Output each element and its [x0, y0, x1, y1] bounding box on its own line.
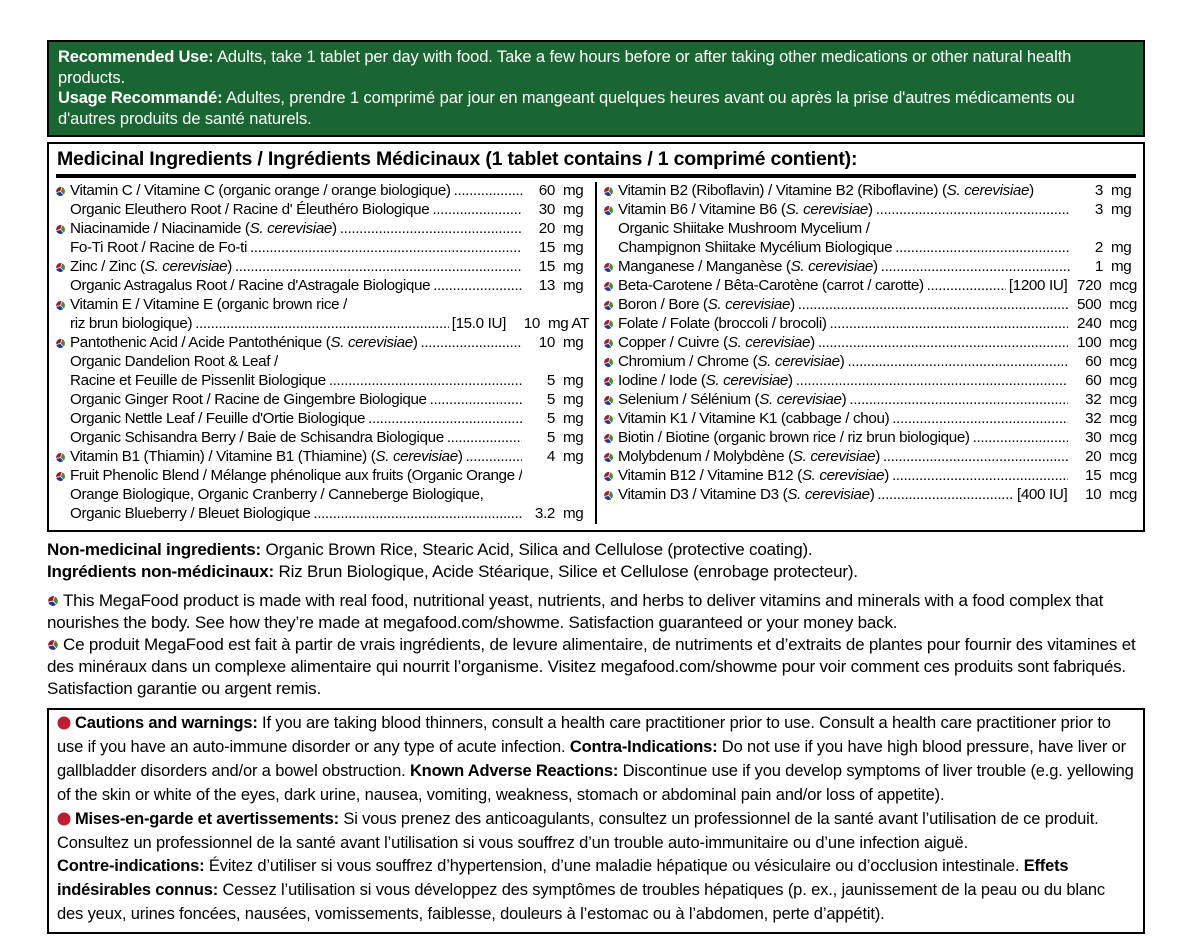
megafood-pinwheel-icon — [603, 357, 618, 368]
ingredient-amount: 30 — [1085, 429, 1102, 446]
ingredient-amount: 100 — [1077, 334, 1102, 351]
ingredient-name: Organic Shiitake Mushroom Mycelium / — [618, 220, 870, 237]
megafood-pinwheel-icon — [603, 490, 618, 501]
ingredient-line — [603, 220, 1137, 239]
ingredient-line — [55, 467, 589, 486]
ingredient-name: Vitamin B6 / Vitamine B6 (S. cerevisiae) — [618, 201, 873, 218]
megafood-pinwheel-icon — [55, 224, 70, 235]
megafood-pinwheel-icon — [55, 262, 70, 273]
ingredient-unit: mg — [1111, 258, 1132, 275]
ingredient-name: Vitamin K1 / Vitamine K1 (cabbage / chou) — [618, 410, 890, 427]
megafood-pinwheel-icon — [603, 433, 618, 444]
caution-label: Contra-Indications: — [569, 737, 718, 756]
ingredient-amount: 10 — [523, 315, 540, 332]
ingredient-unit: mg — [1111, 201, 1132, 218]
ingredient-line — [55, 429, 589, 448]
ingredient-name: Manganese / Manganèse (S. cerevisiae) — [618, 258, 878, 275]
ingredient-line — [603, 391, 1137, 410]
megafood-pinwheel-icon — [55, 186, 70, 197]
dot-leader — [847, 353, 1068, 370]
ingredient-amount: 5 — [546, 429, 555, 446]
megafood-pinwheel-icon — [603, 281, 618, 292]
ingredient-unit: mcg — [1109, 334, 1137, 351]
dot-leader — [454, 182, 522, 199]
ingredient-amount: 60 — [1085, 353, 1102, 370]
ingredient-unit: mcg — [1109, 296, 1137, 313]
ingredient-amount: 15 — [538, 258, 555, 275]
ingredient-unit: mg — [563, 277, 584, 294]
ingredient-name: Organic Schisandra Berry / Baie de Schisandra Biologique — [70, 429, 444, 446]
ingredient-unit: mg — [563, 201, 584, 218]
ingredient-unit: mcg — [1109, 467, 1137, 484]
ingredient-unit: mcg — [1109, 486, 1137, 503]
ingredient-name: Folate / Folate (broccoli / brocoli) — [618, 315, 827, 332]
ingredient-unit: mg — [563, 448, 584, 465]
megafood-pinwheel-icon — [55, 452, 70, 463]
dot-leader — [368, 410, 522, 427]
megafood-pinwheel-icon — [47, 639, 59, 651]
ingredient-name: Chromium / Chrome (S. cerevisiae) — [618, 353, 845, 370]
ingredient-line — [603, 410, 1137, 429]
ingredient-line — [603, 239, 1137, 258]
ingredient-amount: 30 — [538, 201, 555, 218]
ingredient-line — [55, 353, 589, 372]
megafood-pinwheel-icon — [603, 471, 618, 482]
ingredient-unit: mg — [563, 258, 584, 275]
iu-value: [400 IU] — [1016, 486, 1068, 503]
iu-value: [15.0 IU] — [451, 315, 506, 332]
ingredient-unit: mg — [1111, 182, 1132, 199]
dot-leader — [195, 315, 449, 332]
medicinal-ingredients-title: Medicinal Ingredients / Ingrédients Médicinaux (1 tablet contains / 1 comprimé contient): — [57, 148, 858, 170]
ingredient-amount: 20 — [538, 220, 555, 237]
ingredient-amount: 720 — [1077, 277, 1102, 294]
ingredient-amount: 5 — [546, 410, 555, 427]
ingredient-amount: 10 — [538, 334, 555, 351]
ingredient-name: Vitamin B12 / Vitamine B12 (S. cerevisiae) — [618, 467, 889, 484]
ingredient-unit: mcg — [1109, 315, 1137, 332]
ingredient-line — [603, 182, 1137, 201]
ingredient-name: Molybdenum / Molybdène (S. cerevisiae) — [618, 448, 880, 465]
ingredient-unit: mcg — [1109, 277, 1137, 294]
recommended-use-box — [47, 40, 1145, 137]
ingredient-name: Fo-Ti Root / Racine de Fo-ti — [70, 239, 248, 256]
ingredient-name: Zinc / Zinc (S. cerevisiae) — [70, 258, 232, 275]
ingredient-name: Selenium / Sélénium (S. cerevisiae) — [618, 391, 847, 408]
dot-leader — [432, 201, 522, 218]
ingredient-unit: mcg — [1109, 410, 1137, 427]
ingredient-name: Pantothenic Acid / Acide Pantothénique (S. cerevisiae) — [70, 334, 418, 351]
ingredient-unit: mg — [563, 220, 584, 237]
caution-label: Effets indésirables connus: — [57, 857, 1069, 900]
ingredient-line — [55, 486, 589, 505]
ingredient-name: riz brun biologique) — [70, 315, 193, 332]
non-medicinal-en — [47, 539, 1145, 561]
dot-leader — [340, 220, 522, 237]
ingredient-line — [603, 296, 1137, 315]
ingredient-amount: 5 — [546, 372, 555, 389]
ingredient-unit: mcg — [1109, 448, 1137, 465]
ingredient-name: Racine et Feuille de Pissenlit Biologique — [70, 372, 326, 389]
ingredient-line — [55, 334, 589, 353]
ingredient-amount: 5 — [546, 391, 555, 408]
ingredient-unit: mg — [563, 182, 584, 199]
megafood-pinwheel-icon — [47, 595, 59, 607]
ingredient-name: Niacinamide / Niacinamide (S. cerevisiae) — [70, 220, 337, 237]
brand-statement-text: Ce produit MegaFood est fait à partir de vrais ingrédients, de levure alimentaire, de nutriments et d’extraits de plantes pour fournir des vitamines et des minéraux dans un complexe alimentaire qui nourrit l’organisme. Visitez megafood.com/showme pour voir comment ces produits sont fabriqués. Satisfaction garantie ou argent remis. — [47, 635, 1136, 698]
megafood-pinwheel-icon — [603, 395, 618, 406]
megafood-pinwheel-icon — [603, 376, 618, 387]
ingredient-line — [55, 277, 589, 296]
dot-leader — [430, 391, 522, 408]
ingredient-unit: mg — [563, 410, 584, 427]
ingredient-line — [55, 182, 589, 201]
red-dot-icon — [57, 812, 71, 826]
dot-leader — [433, 277, 522, 294]
megafood-pinwheel-icon — [603, 414, 618, 425]
ingredient-line — [55, 315, 589, 334]
ingredient-name: Vitamin E / Vitamine E (organic brown rice / — [70, 296, 347, 313]
ingredient-name: Beta-Carotene / Bêta-Carotène (carrot / carotte) — [618, 277, 924, 294]
brand-statement-section — [47, 590, 1145, 700]
ingredient-amount: 3 — [1094, 201, 1103, 218]
dot-leader — [877, 486, 1014, 503]
ingredient-name: Organic Astragalus Root / Racine d'Astragale Biologique — [70, 277, 431, 294]
ingredient-amount: 32 — [1085, 391, 1102, 408]
dot-leader — [881, 258, 1070, 275]
ingredient-amount: 500 — [1077, 296, 1102, 313]
megafood-pinwheel-icon — [603, 338, 618, 349]
ingredient-unit: mg — [563, 391, 584, 408]
dot-leader — [830, 315, 1069, 332]
megafood-pinwheel-icon — [55, 471, 70, 482]
caution-text: Cessez l’utilisation si vous développez des symptômes de troubles hépatiques (p. ex., jaunissement de la peau ou du blanc des yeux, urines foncées, nausées, vomissements, faiblesse, douleurs à l’estomac ou à l’abdomen, perte d’appétit). — [57, 881, 1106, 924]
ingredient-line — [55, 220, 589, 239]
ingredient-name: Biotin / Biotine (organic brown rice / riz brun biologique) — [618, 429, 970, 446]
dot-leader — [895, 239, 1070, 256]
ingredient-line — [55, 296, 589, 315]
dot-leader — [883, 448, 1068, 465]
ingredient-line — [55, 448, 589, 467]
non-medicinal-section — [47, 539, 1145, 582]
recommended-use-fr-text: Adultes, prendre 1 comprimé par jour en mangeant quelques heures avant ou après la prise d'autres médicaments ou d'autres produits de santé naturels. — [58, 89, 1075, 128]
ingredient-line — [603, 486, 1137, 505]
dot-leader — [876, 201, 1070, 218]
ingredient-name: Vitamin C / Vitamine C (organic orange / orange biologique) — [70, 182, 451, 199]
caution-label: Mises-en-garde et avertissements: — [75, 809, 339, 828]
ingredient-amount: 240 — [1077, 315, 1102, 332]
ingredient-unit: mcg — [1109, 353, 1137, 370]
recommended-use-en — [58, 47, 1134, 88]
ingredient-name: Copper / Cuivre (S. cerevisiae) — [618, 334, 815, 351]
ingredient-name: Organic Ginger Root / Racine de Gingembre Biologique — [70, 391, 427, 408]
megafood-pinwheel-icon — [603, 452, 618, 463]
cautions-box — [47, 708, 1145, 934]
ingredient-line — [55, 258, 589, 277]
ingredient-amount: 3.2 — [534, 505, 555, 522]
dot-leader — [973, 429, 1069, 446]
ingredient-amount: 60 — [1085, 372, 1102, 389]
caution-label: Contre-indications: — [57, 857, 205, 876]
medicinal-ingredients-panel — [47, 142, 1145, 532]
ingredient-line — [603, 258, 1137, 277]
caution-text: Si vous prenez des anticoagulants, consultez un professionnel de la santé avant l’utilisation de ce produit. Consultez un professionnel de la santé avant l’utilisation si vous souffrez d’un trouble auto-immunitaire ou d’une infection aiguë. — [57, 809, 1099, 852]
ingredient-unit: mg — [563, 429, 584, 446]
ingredient-unit: mg — [563, 239, 584, 256]
cautions-paragraph — [57, 712, 1135, 808]
ingredient-unit: mg — [563, 372, 584, 389]
ingredient-amount: 32 — [1085, 410, 1102, 427]
megafood-pinwheel-icon — [603, 300, 618, 311]
dot-leader — [447, 429, 522, 446]
ingredient-amount: 3 — [1094, 182, 1103, 199]
non-medicinal-en-text: Organic Brown Rice, Stearic Acid, Silica and Cellulose (protective coating). — [260, 540, 813, 559]
dot-leader — [250, 239, 522, 256]
ingredient-name: Vitamin B1 (Thiamin) / Vitamine B1 (Thiamine) (S. cerevisiae) — [70, 448, 463, 465]
megafood-pinwheel-icon — [603, 205, 618, 216]
ingredient-name: Boron / Bore (S. cerevisiae) — [618, 296, 795, 313]
recommended-use-en-label: Recommended Use: — [58, 48, 214, 66]
dot-leader — [892, 410, 1068, 427]
ingredients-column-right — [597, 182, 1143, 524]
ingredient-line — [603, 334, 1137, 353]
brand-statement — [47, 590, 1145, 634]
recommended-use-fr — [58, 88, 1134, 129]
ingredient-unit: mcg — [1109, 391, 1137, 408]
non-medicinal-fr-label: Ingrédients non-médicinaux: — [47, 561, 274, 581]
ingredient-unit: mg — [563, 334, 584, 351]
brand-statement-text: This MegaFood product is made with real food, nutritional yeast, nutrients, and herbs to deliver vitamins and minerals with a food complex that nourishes the body. See how they’re made at megafood.com/showme. Satisfaction guaranteed or your money back. — [47, 591, 1104, 632]
caution-label: Cautions and warnings: — [75, 714, 258, 732]
dot-leader — [818, 334, 1069, 351]
ingredient-line — [603, 372, 1137, 391]
caution-text: Do not use if you have high blood pressure, have liver or gallbladder disorders and/or a bowel obstruction. — [57, 737, 1127, 780]
megafood-pinwheel-icon — [603, 186, 618, 197]
ingredient-name: Organic Eleuthero Root / Racine d' Éleuthéro Biologique — [70, 201, 430, 218]
ingredient-line — [55, 239, 589, 258]
ingredient-name: Organic Nettle Leaf / Feuille d'Ortie Biologique — [70, 410, 366, 427]
ingredient-line — [603, 353, 1137, 372]
red-dot-icon — [57, 716, 71, 730]
ingredient-name: Organic Dandelion Root & Leaf / — [70, 353, 278, 370]
ingredient-line — [603, 467, 1137, 486]
dot-leader — [927, 277, 1006, 294]
ingredient-name: Fruit Phenolic Blend / Mélange phénolique aux fruits (Organic Orange / — [70, 467, 523, 484]
ingredient-amount: 1 — [1094, 258, 1103, 275]
ingredient-line — [603, 277, 1137, 296]
recommended-use-fr-label: Usage Recommandé: — [58, 89, 223, 107]
ingredient-line — [603, 315, 1137, 334]
ingredient-line — [55, 505, 589, 524]
ingredient-unit: mg AT — [547, 315, 589, 332]
dot-leader — [796, 372, 1069, 389]
ingredient-name: Champignon Shiitake Mycélium Biologique — [618, 239, 893, 256]
ingredient-line — [55, 372, 589, 391]
ingredient-name: Vitamin B2 (Riboflavin) / Vitamine B2 (Riboflavine) (S. cerevisiae) — [618, 182, 1034, 199]
ingredient-name: Orange Biologique, Organic Cranberry / Canneberge Biologique, — [70, 486, 484, 503]
dot-leader — [329, 372, 522, 389]
dot-leader — [421, 334, 522, 351]
recommended-use-en-text: Adults, take 1 tablet per day with food. Take a few hours before or after taking other medications or other natural health products. — [58, 48, 1072, 87]
ingredient-amount: 4 — [546, 448, 555, 465]
caution-text: Évitez d’utiliser si vous souffrez d’hypertension, d’une maladie hépatique ou vésiculaire ou d’occlusion intestinale. — [204, 857, 1024, 876]
ingredient-line — [603, 429, 1137, 448]
cautions-paragraph — [57, 808, 1135, 856]
ingredient-line — [55, 201, 589, 220]
brand-statement — [47, 634, 1145, 700]
megafood-pinwheel-icon — [55, 338, 70, 349]
caution-text: If you are taking blood thinners, consult a health care practitioner prior to use. Consult a health care practitioner prior to use if you have an auto-immune disorder or any type of acute infection. — [57, 714, 1111, 756]
non-medicinal-fr-text: Riz Brun Biologique, Acide Stéarique, Silice et Cellulose (enrobage protecteur). — [273, 561, 858, 581]
megafood-pinwheel-icon — [603, 319, 618, 330]
megafood-pinwheel-icon — [603, 262, 618, 273]
ingredients-column-left — [49, 182, 595, 524]
ingredient-amount: 15 — [538, 239, 555, 256]
ingredient-line — [55, 391, 589, 410]
dot-leader — [235, 258, 522, 275]
non-medicinal-en-label: Non-medicinal ingredients: — [47, 540, 261, 559]
ingredient-amount: 2 — [1094, 239, 1103, 256]
dot-leader — [849, 391, 1068, 408]
caution-label: Known Adverse Reactions: — [409, 761, 619, 780]
dot-leader — [892, 467, 1068, 484]
dot-leader — [798, 296, 1069, 313]
ingredient-name: Organic Blueberry / Bleuet Biologique — [70, 505, 311, 522]
ingredient-amount: 13 — [538, 277, 555, 294]
cautions-paragraph — [57, 855, 1135, 927]
caution-text: Discontinue use if you develop symptoms of liver trouble (e.g. yellowing of the skin or white of the eyes, dark urine, nausea, vomiting, weakness, stomach or abdominal pain and/or loss of appetite). — [57, 761, 1134, 804]
ingredient-name: Iodine / Iode (S. cerevisiae) — [618, 372, 793, 389]
ingredients-columns — [49, 178, 1143, 530]
non-medicinal-fr — [47, 561, 1145, 583]
ingredient-amount: 15 — [1085, 467, 1102, 484]
ingredient-unit: mg — [1111, 239, 1132, 256]
dot-leader — [313, 505, 522, 522]
iu-value: [1200 IU] — [1008, 277, 1068, 294]
dot-leader — [466, 448, 522, 465]
ingredient-line — [603, 201, 1137, 220]
ingredient-amount: 20 — [1085, 448, 1102, 465]
ingredient-unit: mcg — [1109, 372, 1137, 389]
ingredient-unit: mcg — [1109, 429, 1137, 446]
megafood-pinwheel-icon — [55, 300, 70, 311]
ingredient-amount: 10 — [1085, 486, 1102, 503]
ingredient-unit: mg — [563, 505, 584, 522]
ingredient-line — [603, 448, 1137, 467]
ingredient-line — [55, 410, 589, 429]
ingredient-amount: 60 — [538, 182, 555, 199]
ingredient-name: Vitamin D3 / Vitamine D3 (S. cerevisiae) — [618, 486, 875, 503]
